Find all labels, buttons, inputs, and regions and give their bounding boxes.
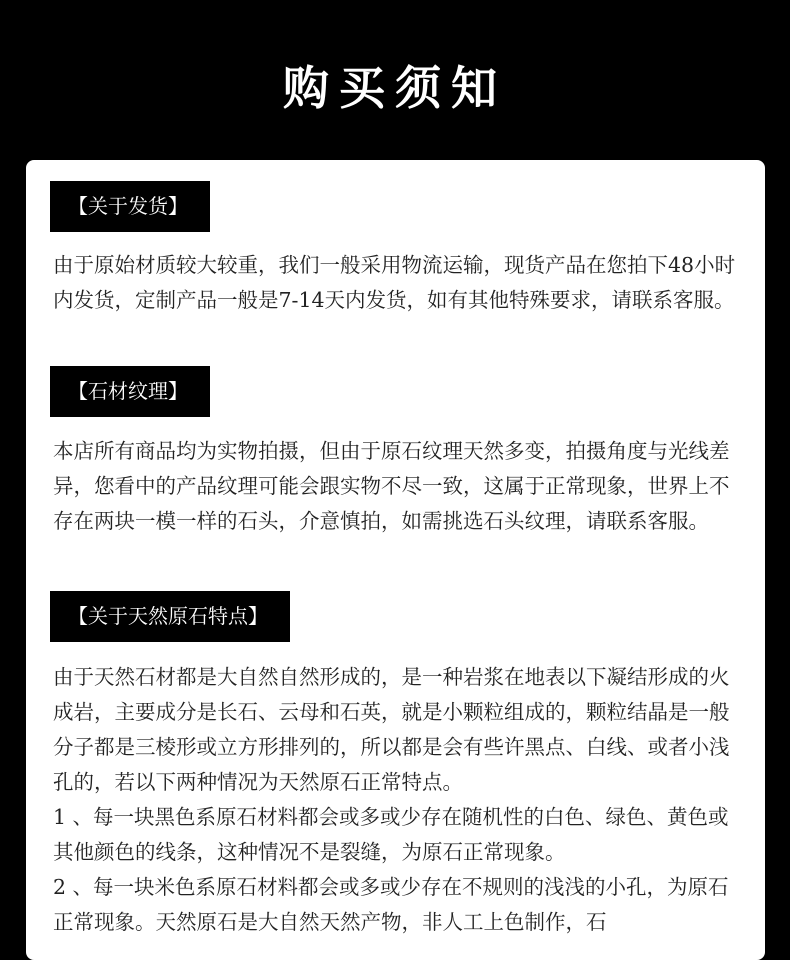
- section-body-natural-stone: [53, 660, 743, 940]
- paragraph: 本店所有商品均为实物拍摄，但由于原石纹理天然多变，拍摄角度与光线差异，您看中的产品纹理可能会跟实物不尽一致，这属于正常现象，世界上不存在两块一模一样的石头，介意慎拍，如需挑选石头纹理，请联系客服。: [53, 439, 730, 533]
- paragraph: 2 、每一块米色系原石材料都会或多或少存在不规则的浅浅的小孔，为原石正常现象。天然原石是大自然天然产物，非人工上色制作，石: [53, 875, 729, 934]
- notice-card: [26, 160, 765, 960]
- section-tag-stone-texture: 【石材纹理】: [50, 366, 210, 417]
- page-title: 购买须知: [283, 61, 507, 115]
- section-tag-shipping: 【关于发货】: [50, 181, 210, 232]
- paragraph: 由于原始材质较大较重，我们一般采用物流运输，现货产品在您拍下48小时内发货，定制产品一般是7-14天内发货，如有其他特殊要求，请联系客服。: [53, 253, 736, 312]
- section-body-stone-texture: [53, 434, 743, 539]
- paragraph: 由于天然石材都是大自然自然形成的，是一种岩浆在地表以下凝结形成的火成岩，主要成分是长石、云母和石英，就是小颗粒组成的，颗粒结晶是一般分子都是三棱形或立方形排列的，所以都是会有些许黑点、白线、或者小浅孔的，若以下两种情况为天然原石正常特点。: [53, 665, 730, 794]
- section-body-shipping: [53, 248, 743, 318]
- section-tag-natural-stone: 【关于天然原石特点】: [50, 591, 290, 642]
- paragraph: 1 、每一块黑色系原石材料都会或多或少存在随机性的白色、绿色、黄色或其他颜色的线条，这种情况不是裂缝，为原石正常现象。: [53, 805, 729, 864]
